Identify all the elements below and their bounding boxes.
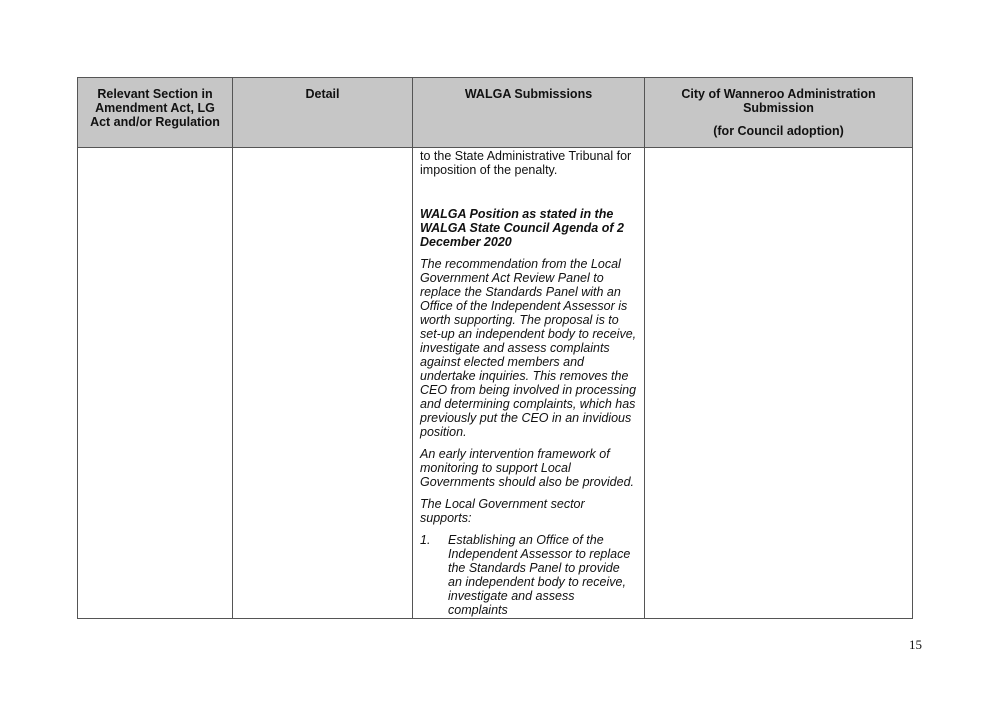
header-relevant-section [78,78,233,148]
table-header-row [78,78,913,148]
list-item-number: 1. [420,533,431,547]
cell-city-submission [645,148,913,619]
submission-table [77,77,913,619]
list-item [420,533,637,617]
header-city-title: City of Wanneroo Administration Submission [681,87,876,115]
continuation-text: to the State Administrative Tribunal for imposition of the penalty. [420,149,632,177]
header-walga-submissions [413,78,645,148]
header-detail-label: Detail [305,87,340,101]
table-row [78,148,913,619]
cell-walga-submissions [413,148,645,619]
cell-relevant-section [78,148,233,619]
walga-position-heading: WALGA Position as stated in the WALGA State Council Agenda of 2 December 2020 [420,207,624,249]
list-item-text: Establishing an Office of the Independent Assessor to replace the Standards Panel to provide an independent body to receive, investigate and assess complaints [448,533,631,617]
walga-paragraph-2: An early intervention framework of monitoring to support Local Governments should also be provided. [420,447,635,489]
walga-paragraph-1: The recommendation from the Local Government Act Review Panel to replace the Standards Panel with an Office of the Independent Assessor is worth supporting. The proposal is to set-up an independent body to receive, investigate and assess complaints against elected members and undertake inquiries. This removes the CEO from being involved in processing and determining complaints, which has previously put the CEO in an invidious position. [420,257,637,439]
header-city-subtitle: (for Council adoption) [713,124,844,138]
header-city-submission [645,78,913,148]
header-relevant-section-label: Relevant Section in Amendment Act, LG Act and/or Regulation [90,87,220,129]
cell-detail [233,148,413,619]
page-number: 15 [909,637,922,652]
header-walga-label: WALGA Submissions [464,87,593,101]
header-detail [233,78,413,148]
walga-paragraph-3: The Local Government sector supports: [420,497,585,525]
